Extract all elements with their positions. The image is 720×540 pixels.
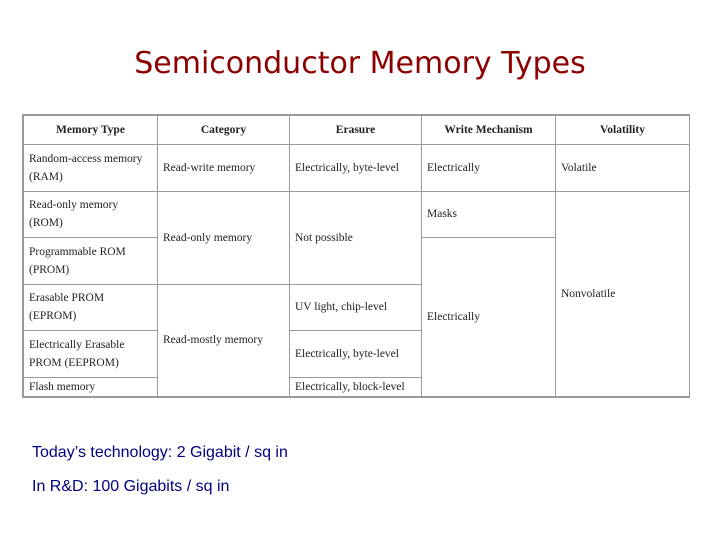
header-volatility: Volatility xyxy=(556,116,690,145)
memory-type-cell: Read-only memory (ROM) xyxy=(24,191,158,238)
technology-density-note: Today’s technology: 2 Gigabit / sq in xyxy=(32,444,288,461)
volatility-cell: Volatile xyxy=(556,145,690,192)
erasure-cell: Electrically, byte-level xyxy=(290,145,422,192)
memory-type-cell: Electrically Erasable PROM (EEPROM) xyxy=(24,331,158,378)
table-row xyxy=(24,191,690,238)
memory-type-cell: Programmable ROM (PROM) xyxy=(24,238,158,285)
memory-type-cell: Random-access memory (RAM) xyxy=(24,145,158,192)
memory-type-cell: Flash memory xyxy=(24,377,158,396)
memory-type-cell: Erasable PROM (EPROM) xyxy=(24,284,158,331)
category-cell: Read-only memory xyxy=(158,191,290,284)
header-category: Category xyxy=(158,116,290,145)
header-write-mechanism: Write Mechanism xyxy=(422,116,556,145)
erasure-cell: Not possible xyxy=(290,191,422,284)
write-mechanism-cell: Masks xyxy=(422,191,556,238)
erasure-cell: UV light, chip-level xyxy=(290,284,422,331)
slide-title: Semiconductor Memory Types xyxy=(134,46,586,81)
volatility-cell: Nonvolatile xyxy=(556,191,690,396)
memory-types-table xyxy=(22,114,690,398)
write-mechanism-cell: Electrically xyxy=(422,145,556,192)
table-header-row xyxy=(24,116,690,145)
research-density-note: In R&D: 100 Gigabits / sq in xyxy=(32,478,230,495)
erasure-cell: Electrically, block-level xyxy=(290,377,422,396)
table-row xyxy=(24,145,690,192)
erasure-cell: Electrically, byte-level xyxy=(290,331,422,378)
category-cell: Read-mostly memory xyxy=(158,284,290,396)
header-memory-type: Memory Type xyxy=(24,116,158,145)
header-erasure: Erasure xyxy=(290,116,422,145)
write-mechanism-cell: Electrically xyxy=(422,238,556,397)
category-cell: Read-write memory xyxy=(158,145,290,192)
